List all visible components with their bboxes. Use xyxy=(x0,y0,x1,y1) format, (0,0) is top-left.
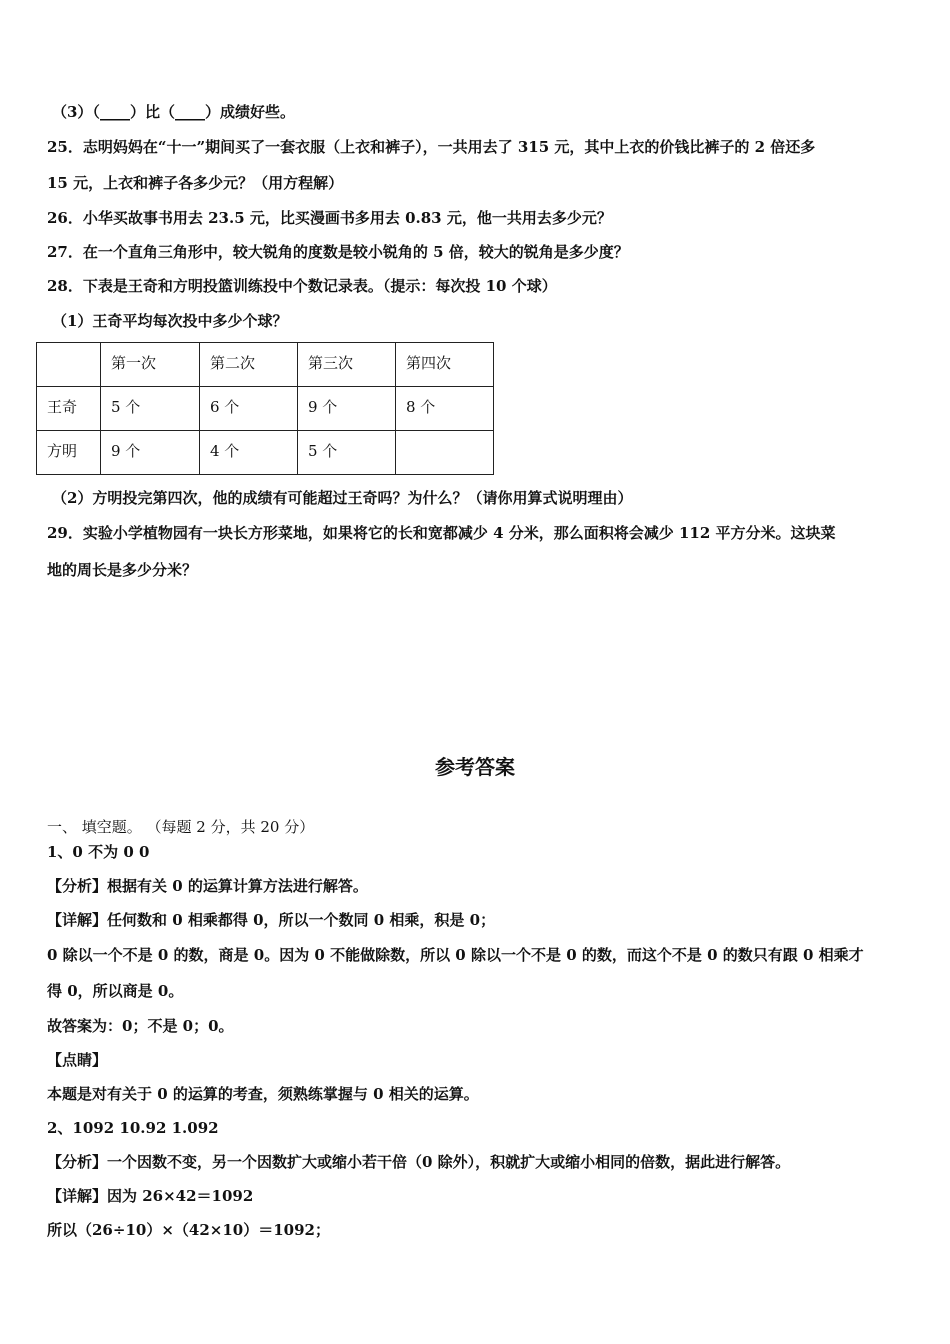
table-cell: 方明 xyxy=(37,431,101,475)
shooting-record-table xyxy=(36,342,494,475)
table-cell: 5 个 xyxy=(101,387,200,431)
answer-1-comment-heading: 【点睛】 xyxy=(47,1051,108,1069)
question-28: 28．下表是王奇和方明投篮训练投中个数记录表。（提示：每次投 10 个球） xyxy=(47,277,557,295)
question-26: 26．小华买故事书用去 23.5 元，比买漫画书多用去 0.83 元，他一共用去多少元？ xyxy=(47,209,612,227)
table-header-cell: 第四次 xyxy=(396,343,494,387)
answer-2: 2、1092 10.92 1.092 xyxy=(47,1119,219,1137)
table-cell: 6 个 xyxy=(200,387,298,431)
answers-title: 参考答案 xyxy=(435,755,515,779)
answer-1-detail-3: 得 0，所以商是 0。 xyxy=(47,982,184,1000)
table-cell: 8 个 xyxy=(396,387,494,431)
table-header-cell: 第二次 xyxy=(200,343,298,387)
table-cell: 5 个 xyxy=(298,431,396,475)
table-row xyxy=(37,387,494,431)
answer-1-detail-1: 【详解】任何数和 0 相乘都得 0，所以一个数同 0 相乘，积是 0； xyxy=(47,911,496,929)
answer-1-comment: 本题是对有关于 0 的运算的考查，须熟练掌握与 0 相关的运算。 xyxy=(47,1085,479,1103)
answer-1-analysis: 【分析】根据有关 0 的运算计算方法进行解答。 xyxy=(47,877,368,895)
table-header-row xyxy=(37,343,494,387)
answer-blank-1[interactable]: ____ xyxy=(99,103,130,121)
q24-3-prefix: （3）（ xyxy=(52,103,100,121)
answer-blank-2[interactable]: ____ xyxy=(174,103,205,121)
question-25-line2: 15 元，上衣和裤子各多少元？（用方程解） xyxy=(47,174,344,192)
table-header-cell xyxy=(37,343,101,387)
question-27: 27．在一个直角三角形中，较大锐角的度数是较小锐角的 5 倍，较大的锐角是多少度？ xyxy=(47,243,629,261)
table-cell-empty xyxy=(396,431,494,475)
section-heading: 一、 填空题。 （每题 2 分，共 20 分） xyxy=(47,818,315,836)
table-cell: 9 个 xyxy=(101,431,200,475)
table-header-cell: 第一次 xyxy=(101,343,200,387)
answer-1: 1、0 不为 0 0 xyxy=(47,843,150,861)
answer-2-analysis: 【分析】一个因数不变，另一个因数扩大或缩小若干倍（0 除外），积就扩大或缩小相同的倍数，据此进行解答。 xyxy=(47,1153,791,1171)
answer-2-detail-1: 【详解】因为 26×42＝1092 xyxy=(47,1187,254,1205)
answer-1-final: 故答案为：0；不是 0；0。 xyxy=(47,1017,234,1035)
question-29-line2: 地的周长是多少分米？ xyxy=(47,561,198,579)
answer-1-detail-2: 0 除以一个不是 0 的数，商是 0。因为 0 不能做除数，所以 0 除以一个不是 0 的数，而这个不是 0 的数只有跟 0 相乘才 xyxy=(47,946,864,964)
question-29-line1: 29．实验小学植物园有一块长方形菜地，如果将它的长和宽都减少 4 分米，那么面积将会减少 112 平方分米。这块菜 xyxy=(47,524,836,542)
table-cell: 4 个 xyxy=(200,431,298,475)
q24-3-suffix: ）成绩好些。 xyxy=(204,103,295,121)
question-28-part2: （2）方明投完第四次，他的成绩有可能超过王奇吗？为什么？（请你用算式说明理由） xyxy=(52,489,633,507)
question-25-line1: 25．志明妈妈在“十一”期间买了一套衣服（上衣和裤子），一共用去了 315 元，其中上衣的价钱比裤子的 2 倍还多 xyxy=(47,138,816,156)
question-24-part3 xyxy=(52,102,295,122)
table-cell: 9 个 xyxy=(298,387,396,431)
table-header-cell: 第三次 xyxy=(298,343,396,387)
question-28-part1: （1）王奇平均每次投中多少个球？ xyxy=(52,312,288,330)
q24-3-mid: ）比（ xyxy=(129,103,175,121)
table-cell: 王奇 xyxy=(37,387,101,431)
answer-2-detail-2: 所以（26÷10）×（42×10）＝1092； xyxy=(47,1221,330,1239)
table-row xyxy=(37,431,494,475)
